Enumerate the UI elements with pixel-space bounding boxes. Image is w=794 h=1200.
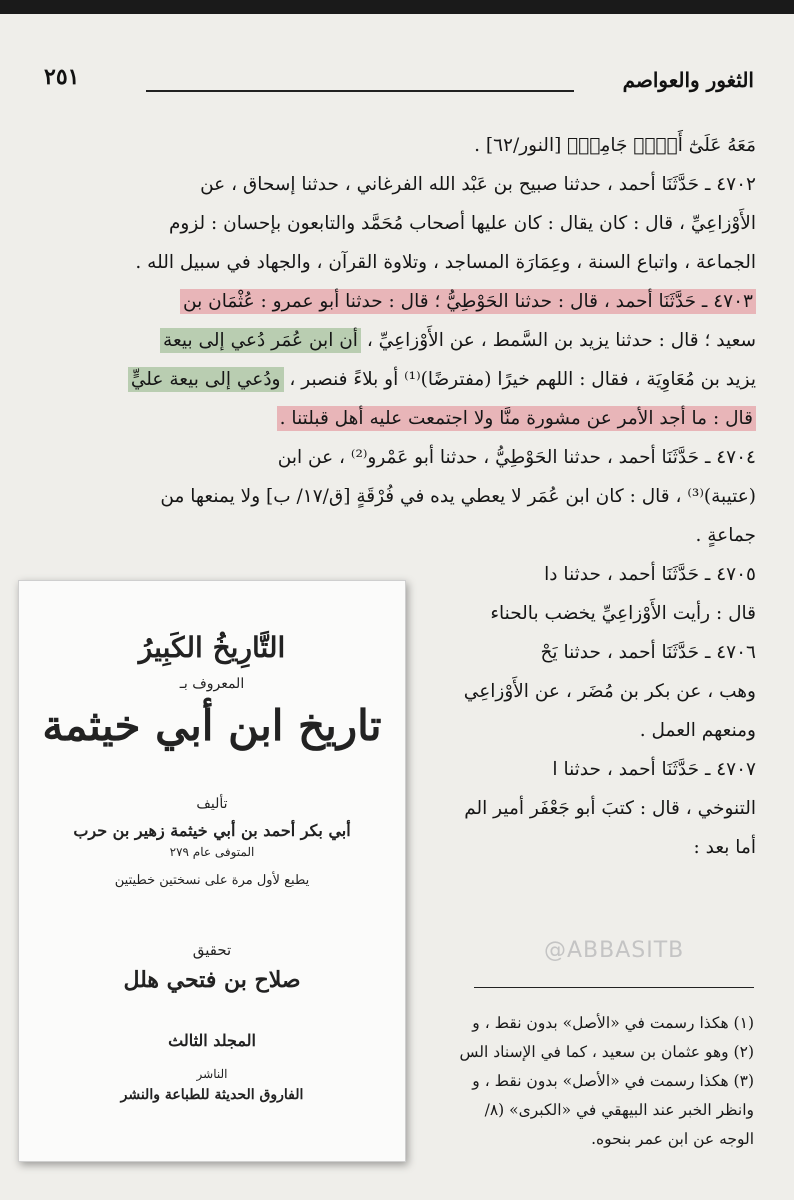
text-line [40,321,756,360]
cover-publisher: الفاروق الحديثة للطباعة والنشر [120,1087,304,1103]
cover-volume: المجلد الثالث [168,1031,256,1050]
footnote-line: وانظر الخبر عند البيهقي في «الكبرى» (٨/ [484,1101,754,1119]
highlighted-red-text: قال : ما أجد الأمر عن مشورة منَّا ولا اجتمعت عليه أهل قبلتنا . [277,406,756,431]
cover-tahqiq-label: تحقيق [192,941,232,959]
highlighted-green-text: ودُعي إلى بيعة عليٍّ [128,367,284,392]
page-number: ٢٥١ [44,64,80,90]
cover-known-as: المعروف بـ [179,676,245,692]
cover-editor: صلاح بن فتحي هلل [123,967,301,993]
footnote-rule [474,987,754,988]
cover-authorship-label: تأليف [196,796,228,812]
page-header [36,62,754,102]
text-line: مَعَهُ عَلَىٰٓ أَمۡرٖ جَامِعٖ﴾ [النور/٦٢] . [474,135,756,156]
footnote-line: الوجه عن ابن عمر بنحوه. [591,1130,754,1148]
text-line: الجماعة ، واتباع السنة ، وعِمَارَة المساجد ، وتلاوة القرآن ، والجهاد في سبيل الله . [135,252,756,273]
running-title: الثغور والعواصم [622,68,754,92]
text-line: ٤٧٠٢ ـ حَدَّثَنَا أحمد ، حدثنا صبيح بن عَبْد الله الفرغاني ، حدثنا إسحاق ، عن [200,174,756,195]
cover-main-title: تاريخ ابن أبي خيثمة [42,701,382,750]
text-segment: سعيد ؛ قال : حدثنا يزيد بن السَّمط ، عن الأَوْزاعِيِّ ، [360,330,756,351]
text-line: أما بعد : [693,837,756,858]
footnote-line: (٣) هكذا رسمت في «الأصل» بدون نقط ، و [472,1072,754,1090]
watermark: @ABBASITB [544,938,685,963]
text-line: (عتيبة)⁽³⁾ ، قال : كان ابن عُمَر لا يعطي يده في فُرْقَةٍ [ق/١٧/ ب] ولا يمنعها من [160,486,756,507]
footnote-line: (٢) وهو عثمان بن سعيد ، كما في الإسناد الس [459,1043,754,1061]
text-line: وهب ، عن بكر بن مُضَر ، عن الأَوْزاعِي [463,681,756,702]
text-line: ٤٧٠٥ ـ حَدَّثَنَا أحمد ، حدثنا دا [544,564,756,585]
header-rule [146,90,574,92]
text-line: ٤٧٠٦ ـ حَدَّثَنَا أحمد ، حدثنا يَحْ [540,642,756,663]
text-line [40,360,756,399]
text-line: ومنعهم العمل . [639,720,756,741]
text-line: الأَوْزاعِيِّ ، قال : كان يقال : كان عليها أصحاب مُحَمَّد والتابعون بإحسان : لزوم [168,213,756,234]
footnote-line: (١) هكذا رسمت في «الأصل» بدون نقط ، و [472,1014,754,1032]
text-line [40,282,756,321]
text-line: ٤٧٠٧ ـ حَدَّثَنَا أحمد ، حدثنا ا [552,759,756,780]
highlighted-hadith-number: ٤٧٠٣ ـ حَدَّثَنَا أحمد ، قال : حدثنا الحَوْطِيُّ ؛ قال : حدثنا أبو عمرو : عُثْمَان بن [180,289,756,314]
cover-edition-note: يطبع لأول مرة على نسختين خطيتين [114,873,310,888]
cover-publisher-label: الناشر [196,1067,228,1081]
book-page [0,14,794,1200]
text-line: قال : رأيت الأَوْزاعِيِّ يخضب بالحناء [490,603,756,624]
text-segment: يزيد بن مُعَاوِيَة ، فقال : اللهم خيرًا (مفترضًا)⁽¹⁾ أو بلاءً فنصبر ، [283,369,756,390]
footnotes [364,1009,754,1154]
text-line: التنوخي ، قال : كتبَ أبو جَعْفَر أمير الم [464,798,756,819]
text-line: ٤٧٠٤ ـ حَدَّثَنَا أحمد ، حدثنا الحَوْطِيُّ ، حدثنا أبو عَمْرو⁽²⁾ ، عن ابن [277,447,756,468]
book-cover-inset [18,580,406,1162]
text-line: جماعةٍ . [695,525,756,546]
cover-death-date: المتوفى عام ٢٧٩ [169,845,255,859]
cover-title: التَّارِيخُ الكَبِيرُ [138,631,286,664]
text-line [40,399,756,438]
cover-author: أبي بكر أحمد بن أبي خيثمة زهير بن حرب [73,821,351,840]
highlighted-green-text: أن ابن عُمَر دُعي إلى بيعة [160,328,361,353]
